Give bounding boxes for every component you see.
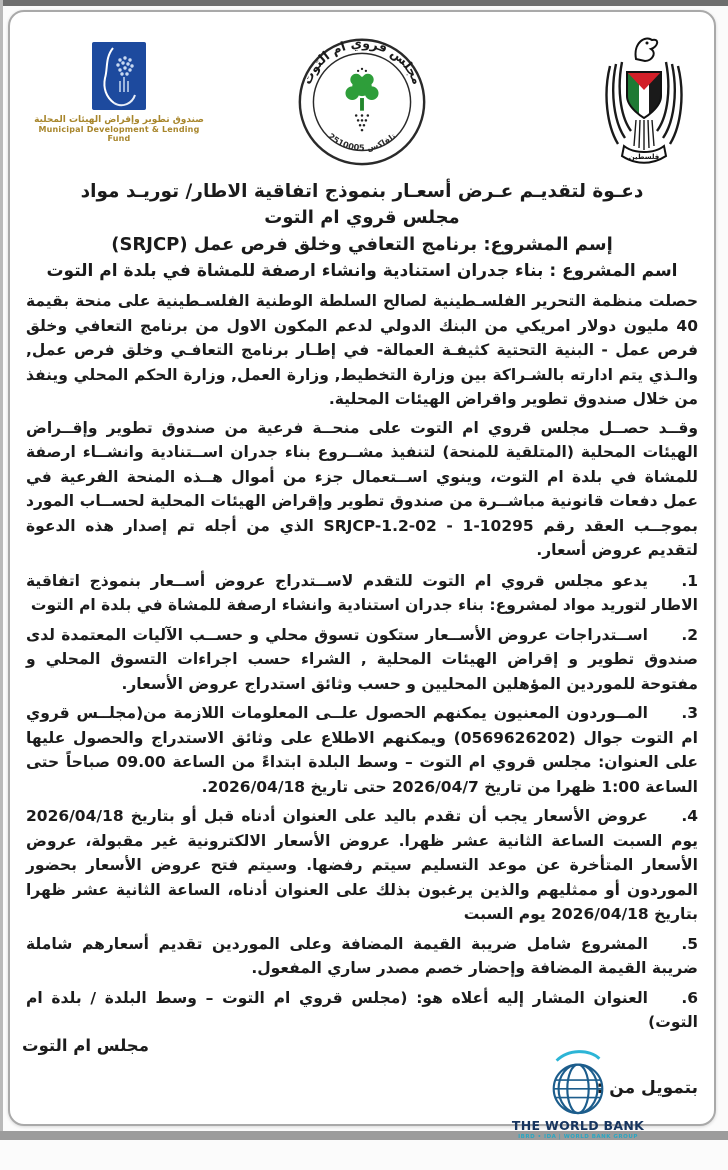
list-item: [26, 569, 698, 618]
emblem-banner-text: فلسطين: [628, 153, 660, 161]
mdlf-english-name: Municipal Development & Lending Fund: [38, 125, 200, 143]
list-item-number: .2: [681, 625, 698, 644]
list-item-text: العنوان المشار إليه أعلاه هو: (مجلس قروي ام التوت – وسط البلدة / بلدة ام التوت): [26, 988, 698, 1031]
list-item: [26, 623, 698, 697]
council-stamp: [294, 30, 430, 174]
list-item: [26, 932, 698, 981]
invitation-title: دعـوة لتقديـم عـرض أسعـار بنموذج اتفاقية الاطار/ توريـد مواد: [80, 181, 644, 202]
mdlf-logo-icon: [92, 42, 146, 110]
list-item: [26, 804, 698, 927]
list-item-number: .1: [681, 571, 698, 590]
palestine-emblem-icon: [594, 28, 694, 170]
list-item: [26, 986, 698, 1035]
palestine-emblem: [594, 28, 694, 174]
list-item-number: .6: [681, 988, 698, 1007]
mdlf-arabic-name: صندوق تطوير وإقراض الهيئات المحلية: [34, 115, 204, 125]
list-item-number: .5: [681, 934, 698, 953]
announcement-card: [8, 10, 716, 1140]
title-block: [26, 178, 698, 285]
worldbank-name: THE WORLD BANK: [511, 1117, 645, 1133]
stamp-tree-icon: [345, 74, 378, 100]
list-item-text: المــوردون المعنيون يمكنهم الحصول علــى المعلومات اللازمة من(مجلــس قروي ام التوت جوال (0569626202) ويمكنهم الاطلاع على وثائق الاستدراج والحصول عليها على العنوان: مجلس قروي ام التوت – وسط البلدة ابتداءً من الساعة 09.00 صباحاً حتى الساعة 1:00 ظهرا من تاريخ 2026/04/7 حتى تاريخ 2026/04/18.: [26, 704, 699, 796]
list-item-text: المشروع شامل ضريبة القيمة المضافة وعلى الموردين تقديم أسعارهم شاملة ضريبة القيمة المضافة وإحضار خصم مصدر ساري المفعول.: [26, 934, 698, 977]
council-name: مجلس قروي ام التوت: [264, 207, 460, 228]
scan-left-border: [0, 0, 3, 1140]
list-item-number: .3: [681, 704, 698, 722]
intro-paragraph-1: حصلت منظمة التحرير الفلسـطينية لصالح السلطة الوطنية الفلسـطينية على منحة بقيمة 40 مليون دولار امريكي من البنك الدولي لدعم المكون الاول من برنامج التعافي وخلق فرص عمل - البنية التحتية كثيفـة العمالة- في إطـار برنامج التعافـي وخلق فرص عمل, والـذي يتم ادارته بالشـراكة بين وزارة التخطيط, وزارة العمل, وزارة الحكم المحلي وينفذ من خلال صندوق تطوير واقراض الهيئات المحلية.: [26, 292, 698, 408]
svg-text:تلفاكس 2510005: [326, 131, 397, 153]
footer-zone: [22, 1035, 698, 1170]
council-stamp-icon: [294, 30, 430, 170]
intro-paragraph-2: وقــد حصــل مجلس قروي ام التوت على منحــة فرعية من صندوق تطوير وإقــراض الهيئات المحلية (المتلقية للمنحة) لتنفيذ مشــروع بناء جدران اســتنادية وانشــاء ارصفة للمشاة في بلدة ام التوت، وينوي اســتعمال جزء من أموال هــذه المنحة الفرعية في عمل دفعات قانونية مباشــرة من صندوق تطوير وإقراض الهيئات المحلية لحســاب المورد بموجــب العقد رقم 10295-1 - SRJCP-1.2-02 الذي من أجله تم إصدار هذه الدعوة لتقديم عروض أسعار.: [26, 418, 699, 559]
mdlf-logo: [34, 42, 204, 143]
scan-top-border: [0, 0, 728, 6]
stamp-bottom-text: تلفاكس 2510005: [326, 131, 398, 153]
logos-row: [26, 24, 698, 174]
list-item: [26, 701, 698, 799]
list-item-text: عروض الأسعار يجب أن تقدم باليد على العنوان أدناه قبل أو بتاريخ 2026/04/18 يوم السبت الساعة الثانية عشر ظهرا. عروض الأسعار الالكترونية غير مقبولة، عروض الأسعار المتأخرة عن موعد التسليم سيتم رفضها. وسيتم فتح عروض الأسعار بحضور الموردون أو ممثليهم والذين يرغبون بذلك على العنوان أدناه، الساعة الثانية عشر ظهرا بتاريخ 2026/04/18 يوم السبت: [26, 807, 698, 923]
list-item-text: اســتدراجات عروض الأســعار ستكون تسوق محلي و حســب الآليات المعتمدة لدى صندوق تطوير و إقراض الهيئات المحلية , الشراء حسب اجراءات التسوق المحلي و مفتوحة للموردين المؤهلين المحليين و حسب وثائق استدراج عروض الأسعار.: [26, 625, 698, 693]
list-item-number: .4: [681, 807, 698, 825]
project-name: اسم المشروع : بناء جدران استنادية وانشاء ارصفة للمشاة في بلدة ام التوت: [46, 261, 678, 281]
worldbank-globe-icon: [544, 1046, 612, 1118]
funding-label: بتمويل من :: [596, 1077, 698, 1098]
worldbank-subtitle: IBRD • IDA | WORLD BANK GROUP: [518, 1133, 638, 1140]
list-item-text: يدعو مجلس قروي ام التوت للتقدم لاســتدراج عروض أســعار بنموذج اتفاقية الاطار لتوريد مواد لمشروع: بناء جدران استنادية وانشاء ارصفة للمشاة في بلدة ام التوت: [26, 571, 698, 614]
conditions-list: [26, 569, 698, 1035]
issuer-signature: مجلس ام التوت: [22, 1035, 149, 1055]
program-name: إسم المشروع: برنامج التعافي وخلق فرص عمل (SRJCP): [111, 234, 613, 255]
worldbank-logo: [510, 1046, 646, 1140]
stamp-top-text: مجلس قروي ام التوت: [298, 35, 426, 87]
